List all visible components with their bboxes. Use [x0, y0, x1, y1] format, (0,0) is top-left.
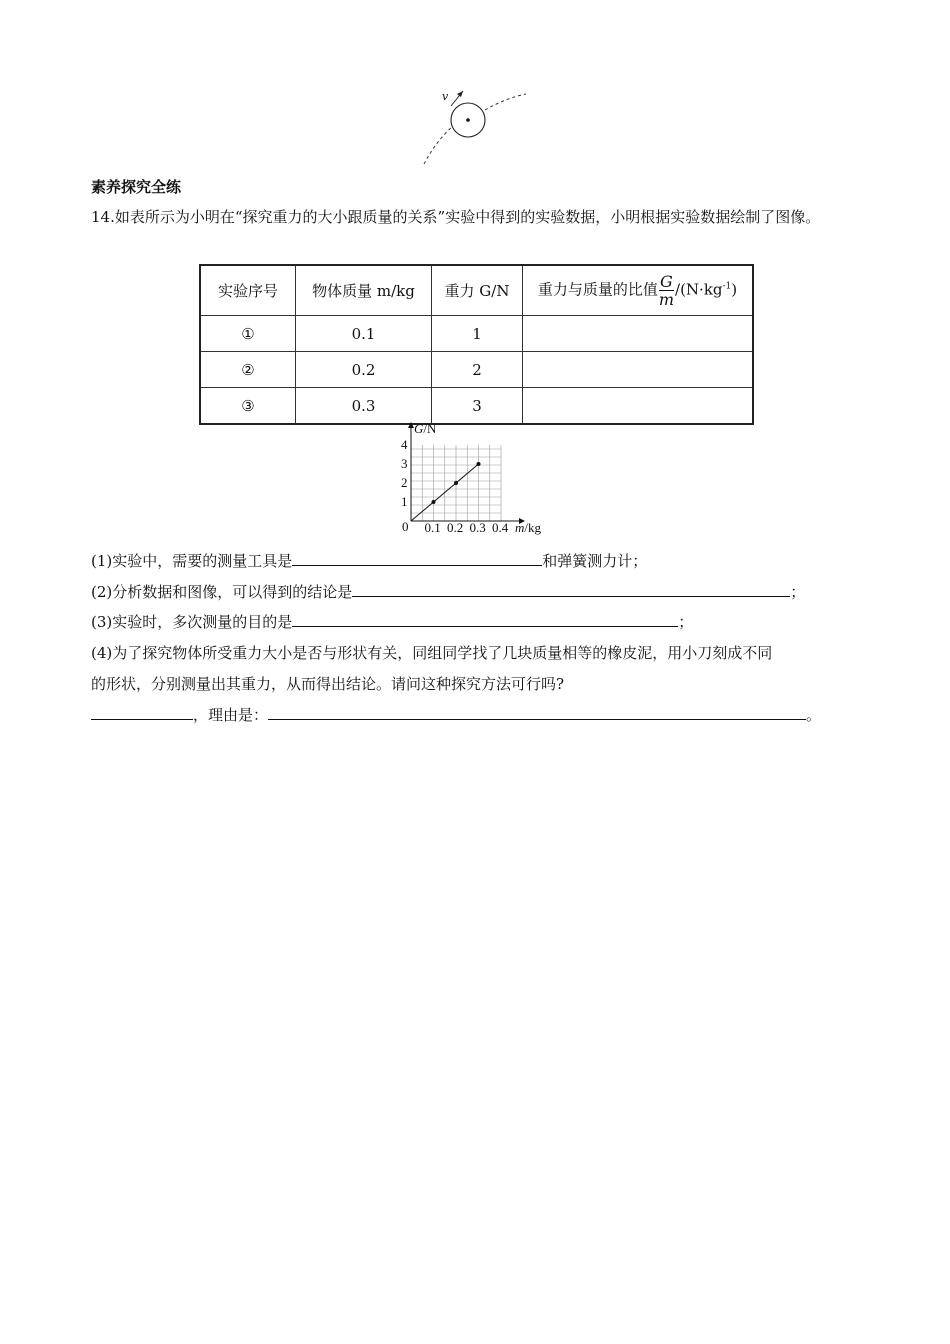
- q1-prefix: (1)实验中，需要的测量工具是: [91, 552, 293, 570]
- ratio-unit-end: ): [731, 280, 738, 299]
- subquestion-1: [91, 550, 647, 571]
- q4-reason-blank[interactable]: [268, 705, 806, 720]
- trajectory-path-upper: [485, 94, 526, 110]
- subquestion-4-line2: 的形状，分别测量出其重力，从而得出结论。请问这种探究方法可行吗?: [91, 675, 565, 693]
- origin-label: 0: [402, 519, 409, 534]
- q4-end: 。: [806, 706, 822, 724]
- ratio-fraction: [659, 273, 674, 308]
- table-row: [200, 388, 753, 425]
- cell-trial: ③: [200, 388, 296, 425]
- velocity-label: v: [442, 90, 449, 103]
- x-tick-label: 0.1: [424, 520, 441, 535]
- cell-ratio: [523, 316, 754, 352]
- q3-answer-blank[interactable]: [292, 612, 678, 627]
- q4-middle: ，理由是：: [193, 706, 269, 724]
- cell-mass: 0.1: [296, 316, 432, 352]
- q1-answer-blank[interactable]: [292, 551, 542, 566]
- trajectory-path-lower: [424, 126, 453, 164]
- ratio-unit: /(N·kg: [675, 280, 723, 299]
- data-point: [432, 500, 436, 504]
- header-ratio: [523, 265, 754, 316]
- cell-trial: ①: [200, 316, 296, 352]
- q3-suffix: ；: [678, 613, 694, 631]
- q1-suffix: 和弹簧测力计；: [542, 552, 648, 570]
- data-point: [477, 462, 481, 466]
- cell-ratio: [523, 388, 754, 425]
- x-tick-label: 0.4: [492, 520, 509, 535]
- header-weight: 重力 G/N: [432, 265, 523, 316]
- q4-feasibility-blank[interactable]: [91, 705, 193, 720]
- ratio-unit-exponent: -1: [722, 281, 732, 292]
- q2-suffix: ；: [790, 583, 806, 601]
- x-tick-label: 0.3: [469, 520, 486, 535]
- y-tick-label: 4: [401, 437, 408, 452]
- cell-weight: 2: [432, 352, 523, 388]
- q2-answer-blank[interactable]: [352, 582, 790, 597]
- header-mass: 物体质量 m/kg: [296, 265, 432, 316]
- cell-trial: ②: [200, 352, 296, 388]
- subquestion-3: [91, 611, 693, 632]
- table-row: [200, 316, 753, 352]
- data-point: [454, 481, 458, 485]
- table-header-row: [200, 265, 753, 316]
- velocity-arrow-head: [457, 91, 463, 97]
- table-row: [200, 352, 753, 388]
- x-tick-label: 0.2: [447, 520, 464, 535]
- subquestion-2: [91, 581, 805, 602]
- q2-prefix: (2)分析数据和图像，可以得到的结论是: [91, 583, 353, 601]
- cell-ratio: [523, 352, 754, 388]
- header-trial-no: 实验序号: [200, 265, 296, 316]
- y-tick-label: 1: [401, 494, 408, 509]
- x-axis-label: m/kg: [515, 520, 542, 535]
- weight-mass-graph: [396, 421, 556, 541]
- subquestion-4-answer: [91, 704, 821, 725]
- q3-prefix: (3)实验时，多次测量的目的是: [91, 613, 293, 631]
- fraction-numerator: G: [660, 272, 673, 291]
- data-table: [199, 264, 754, 425]
- header-ratio-text: 重力与质量的比值: [537, 280, 658, 299]
- y-tick-label: 3: [401, 456, 408, 471]
- cell-weight: 1: [432, 316, 523, 352]
- question-stem: 14.如表所示为小明在“探究重力的大小跟质量的关系”实验中得到的实验数据，小明根据实验数据绘制了图像。: [91, 208, 821, 226]
- subquestion-4-line1: (4)为了探究物体所受重力大小是否与形状有关，同组同学找了几块质量相等的橡皮泥，用小刀刻成不同: [91, 644, 773, 662]
- cell-mass: 0.3: [296, 388, 432, 425]
- cell-mass: 0.2: [296, 352, 432, 388]
- y-axis-label: G/N: [414, 421, 437, 436]
- moving-ball-figure: [418, 86, 530, 168]
- cell-weight: 3: [432, 388, 523, 425]
- y-tick-label: 2: [401, 475, 408, 490]
- fraction-denominator: m: [658, 290, 675, 309]
- section-title: 素养探究全练: [91, 178, 182, 196]
- ball-center-dot: [466, 118, 470, 122]
